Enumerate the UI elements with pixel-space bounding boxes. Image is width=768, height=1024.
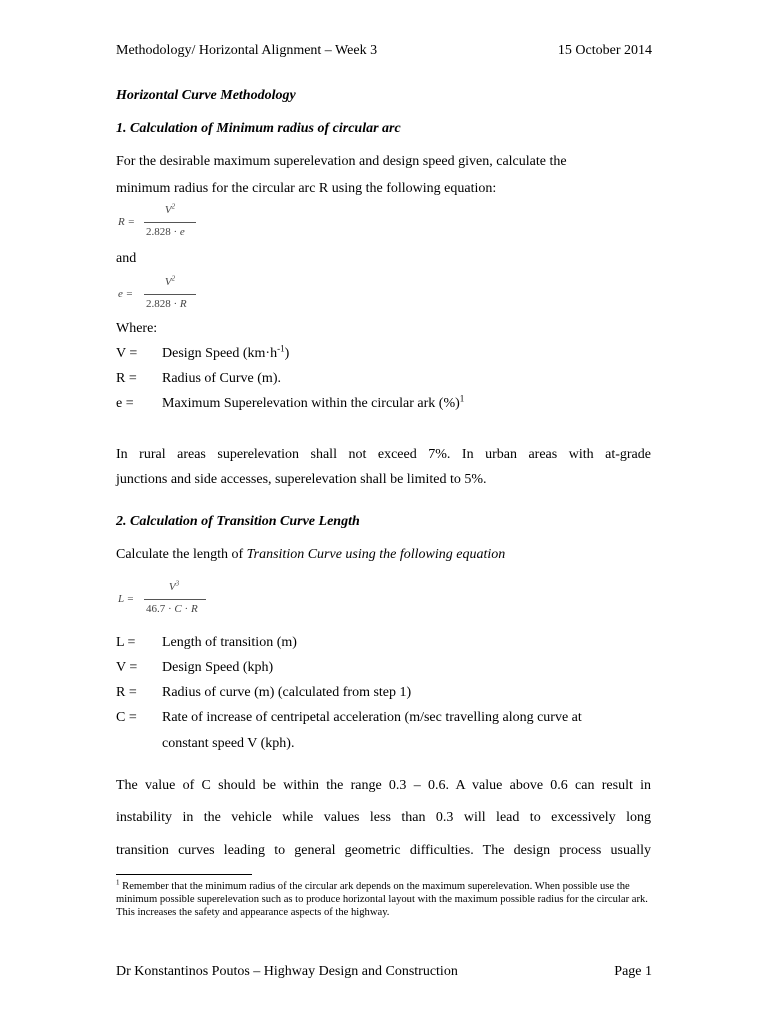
equation-transition-fraction-bar xyxy=(144,599,206,600)
header-date: 15 October 2014 xyxy=(557,43,652,58)
equation-superelevation-denominator xyxy=(146,298,187,310)
equation-radius-den-var: e xyxy=(179,226,185,238)
c-range-line-3: transition curves leading to general geometric difficulties. The design process usually xyxy=(116,843,651,858)
definition-term: e = xyxy=(116,396,134,411)
equation-superelevation-exponent: 2 xyxy=(171,274,176,283)
equation-transition-length xyxy=(118,581,228,617)
footnote-separator xyxy=(116,874,252,875)
definition-description xyxy=(162,393,465,412)
section-2-intro xyxy=(116,547,505,563)
equation-transition-exponent: 3 xyxy=(175,579,180,588)
equation-radius-lhs: R = xyxy=(118,216,135,228)
definition-term: V = xyxy=(116,660,138,675)
definition-description: Length of transition (m) xyxy=(162,635,297,650)
section-1-intro-line-1: For the desirable maximum superelevation and design speed given, calculate the xyxy=(116,154,567,169)
definition-term: C = xyxy=(116,710,137,725)
section-2-intro-plain: Calculate the length of xyxy=(116,547,247,562)
equation-radius-fraction-bar xyxy=(144,222,196,223)
definition-term: L = xyxy=(116,635,136,650)
equation-superelevation-den-var: R xyxy=(179,298,187,310)
footer-author: Dr Konstantinos Poutos – Highway Design and Construction xyxy=(116,964,458,979)
c-range-line-2: instability in the vehicle while values less than 0.3 will lead to excessively long xyxy=(116,810,651,825)
definition-description: Radius of curve (m) (calculated from step 1) xyxy=(162,685,412,700)
definition-description: Design Speed (kph) xyxy=(162,660,274,675)
section-1-heading: 1. Calculation of Minimum radius of circular arc xyxy=(116,121,401,136)
equation-superelevation xyxy=(118,276,208,312)
equation-radius xyxy=(118,204,208,240)
where-label: Where: xyxy=(116,321,158,336)
equation-superelevation-den-const: 2.828 · xyxy=(146,298,180,310)
superelevation-note-line-2: junctions and side accesses, superelevation shall be limited to 5%. xyxy=(116,472,487,487)
definition-superscript: -1 xyxy=(277,343,285,354)
header-left: Methodology/ Horizontal Alignment – Week 3 xyxy=(116,43,378,58)
equation-superelevation-numerator xyxy=(144,276,196,288)
definition-term: V = xyxy=(116,346,138,361)
footnote-reference: 1 xyxy=(459,393,465,404)
definition-description-continuation: constant speed V (kph). xyxy=(162,736,295,751)
equation-superelevation-lhs: e = xyxy=(118,288,134,300)
section-2-heading: 2. Calculation of Transition Curve Length xyxy=(116,514,360,529)
equation-superelevation-fraction-bar xyxy=(144,294,196,295)
section-1-intro-line-2: minimum radius for the circular arc R using the following equation: xyxy=(116,181,497,196)
equation-transition-den-var-r: R xyxy=(190,603,198,615)
equation-transition-denominator xyxy=(146,603,198,615)
definition-description: Rate of increase of centripetal acceleration (m/sec travelling along curve at xyxy=(162,710,582,725)
definition-tail: ) xyxy=(284,346,290,361)
equation-radius-num-var: V xyxy=(164,204,172,216)
equation-radius-numerator xyxy=(144,204,196,216)
definition-text: Design Speed (km·h xyxy=(162,346,278,361)
definition-text: Maximum Superelevation within the circular ark (%) xyxy=(162,396,460,411)
superelevation-note-line-1: In rural areas superelevation shall not exceed 7%. In urban areas with at-grade xyxy=(116,447,651,462)
definition-description xyxy=(162,343,290,362)
footnote-text: Remember that the minimum radius of the circular ark depends on the maximum superelevation. When possible use the minimum possible superelevation such as to produce horizontal layout with the maximum possible radius for the circular ark. This increases the safety and appearance aspects of the highway. xyxy=(116,881,648,918)
definition-description: Radius of Curve (m). xyxy=(162,371,281,386)
document-title: Horizontal Curve Methodology xyxy=(116,88,296,103)
and-text: and xyxy=(116,251,137,266)
footer-page-number: Page 1 xyxy=(614,964,652,979)
equation-radius-exponent: 2 xyxy=(171,202,176,211)
equation-transition-numerator xyxy=(144,581,204,593)
section-2-intro-italic: Transition Curve using the following equation xyxy=(246,547,506,562)
definition-term: R = xyxy=(116,685,137,700)
equation-transition-lhs: L = xyxy=(118,593,135,605)
equation-transition-num-var: V xyxy=(168,581,176,593)
equation-transition-den-dot: · xyxy=(181,603,191,615)
equation-transition-den-const: 46.7 · xyxy=(146,603,175,615)
equation-superelevation-num-var: V xyxy=(164,276,172,288)
definition-term: R = xyxy=(116,371,137,386)
equation-radius-den-const: 2.828 · xyxy=(146,226,180,238)
footnote xyxy=(116,880,656,919)
c-range-line-1: The value of C should be within the range 0.3 – 0.6. A value above 0.6 can result in xyxy=(116,778,651,793)
footnote-mark: 1 xyxy=(116,878,120,887)
equation-radius-denominator xyxy=(146,226,185,238)
equation-transition-den-var-c: C xyxy=(174,603,182,615)
